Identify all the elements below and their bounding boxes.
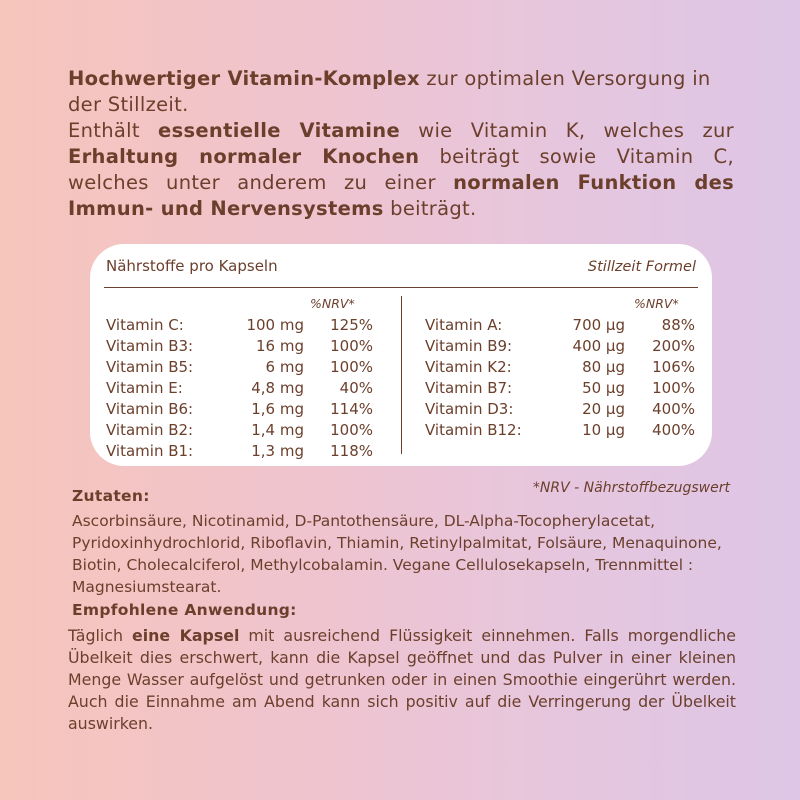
- nutrient-card: [90, 244, 712, 466]
- intro-text-rest: zur optimalen Versorgung in der Stillzeit.: [68, 67, 711, 116]
- nutrient-row: [106, 399, 376, 420]
- nutrient-nrv-percent: 100%: [330, 358, 373, 376]
- nutrient-nrv-percent: 88%: [661, 316, 695, 334]
- intro-text-segment: Enthält: [68, 119, 159, 142]
- nutrient-nrv-percent: 125%: [330, 316, 373, 334]
- nutrient-name: Vitamin B5:: [106, 358, 194, 376]
- nutrient-list-right: [425, 315, 697, 441]
- intro-highlight: Hochwertiger Vitamin-Komplex: [68, 67, 420, 90]
- nutrient-nrv-percent: 100%: [330, 421, 373, 439]
- intro-text-segment: beiträgt.: [383, 197, 477, 220]
- nutrient-row: [425, 315, 697, 336]
- nutrient-amount: 80 µg: [582, 358, 625, 376]
- nutrient-row: [106, 315, 376, 336]
- intro-paragraph-1: [68, 66, 734, 118]
- usage-text-segment: mit ausreichend Flüssigkeit einnehmen. Falls morgendliche Übelkeit dies erschwert, kann die Kapsel geöffnet und das Pulver in einer kleinen Menge Wasser aufgelöst und getrunken oder in einen Smoothie eingerührt werden. Auch die Einnahme am Abend kann sich positiv auf die Verringerung der Übelkeit auswirken.: [68, 626, 737, 733]
- nutrient-amount: 20 µg: [582, 400, 625, 418]
- nutrient-amount: 50 µg: [582, 379, 625, 397]
- nutrient-nrv-percent: 100%: [652, 379, 695, 397]
- intro-text-segment: beiträgt sowie Vitamin C, welches unter anderem zu einer: [68, 145, 734, 194]
- nutrient-name: Vitamin B2:: [106, 421, 194, 439]
- nutrient-amount: 400 µg: [572, 337, 625, 355]
- nutrient-amount: 700 µg: [572, 316, 625, 334]
- nutrient-name: Vitamin B7:: [425, 379, 513, 397]
- nutrient-nrv-percent: 118%: [330, 442, 373, 460]
- nutrient-row: [106, 336, 376, 357]
- nutrient-amount: 1,4 mg: [251, 421, 304, 439]
- nrv-header-left: %NRV*: [310, 296, 355, 311]
- nutrient-nrv-percent: 200%: [652, 337, 695, 355]
- nutrient-name: Vitamin K2:: [425, 358, 512, 376]
- nutrient-row: [425, 336, 697, 357]
- nutrient-name: Vitamin B3:: [106, 337, 194, 355]
- nutrient-nrv-percent: 400%: [652, 421, 695, 439]
- nutrient-name: Vitamin B1:: [106, 442, 194, 460]
- nutrient-amount: 100 mg: [246, 316, 304, 334]
- usage-title: Empfohlene Anwendung:: [72, 601, 297, 619]
- nutrient-amount: 1,3 mg: [251, 442, 304, 460]
- usage-text-segment: Täglich: [68, 626, 133, 645]
- nutrient-amount: 4,8 mg: [251, 379, 304, 397]
- nutrient-row: [106, 378, 376, 399]
- card-subtitle: Stillzeit Formel: [587, 259, 696, 275]
- nutrient-row: [106, 420, 376, 441]
- nutrient-row: [425, 420, 697, 441]
- nutrient-name: Vitamin E:: [106, 379, 183, 397]
- usage-text: [68, 625, 736, 735]
- nutrient-name: Vitamin C:: [106, 316, 184, 334]
- intro-highlight: essentielle Vitamine: [158, 119, 400, 142]
- card-title: Nährstoffe pro Kapseln: [106, 257, 278, 275]
- nutrient-nrv-percent: 40%: [339, 379, 373, 397]
- nutrient-nrv-percent: 400%: [652, 400, 695, 418]
- ingredients-title: Zutaten:: [72, 487, 150, 505]
- nutrient-amount: 1,6 mg: [251, 400, 304, 418]
- nutrient-nrv-percent: 100%: [330, 337, 373, 355]
- nutrient-nrv-percent: 106%: [652, 358, 695, 376]
- intro-text: [68, 66, 734, 222]
- nutrient-name: Vitamin B12:: [425, 421, 522, 439]
- nutrient-amount: 16 mg: [256, 337, 304, 355]
- intro-highlight: normalen Funktion des Immun- und Nervensystems: [68, 171, 735, 220]
- nutrient-nrv-percent: 114%: [330, 400, 373, 418]
- nrv-footnote: *NRV - Nährstoffbezugswert: [532, 480, 730, 496]
- nutrient-row: [425, 357, 697, 378]
- nutrient-list-left: [106, 315, 376, 462]
- nutrient-row: [106, 441, 376, 462]
- intro-highlight: Erhaltung normaler Knochen: [68, 145, 420, 168]
- nrv-header-right: %NRV*: [634, 296, 679, 311]
- nutrient-amount: 6 mg: [265, 358, 304, 376]
- nutrient-row: [425, 399, 697, 420]
- card-divider: [104, 287, 698, 288]
- nutrient-name: Vitamin D3:: [425, 400, 514, 418]
- nutrient-name: Vitamin B6:: [106, 400, 194, 418]
- usage-highlight: eine Kapsel: [132, 626, 240, 645]
- nutrient-name: Vitamin A:: [425, 316, 503, 334]
- ingredients-text: Ascorbinsäure, Nicotinamid, D-Pantothensäure, DL-Alpha-Tocopherylacetat, Pyridoxinhydrochlorid, Riboflavin, Thiamin, Retinylpalmitat, Folsäure, Menaquinone, Biotin, Cholecalciferol, Methylcobalamin. Vegane Cellulosekapseln, Trennmittel : Magnesiumstearat.: [72, 512, 722, 596]
- intro-paragraph-2: [68, 118, 734, 222]
- column-divider: [401, 296, 402, 454]
- nutrient-row: [425, 378, 697, 399]
- nutrient-name: Vitamin B9:: [425, 337, 513, 355]
- intro-text-segment: wie Vitamin K, welches zur: [399, 119, 735, 142]
- nutrient-amount: 10 µg: [582, 421, 625, 439]
- nutrient-row: [106, 357, 376, 378]
